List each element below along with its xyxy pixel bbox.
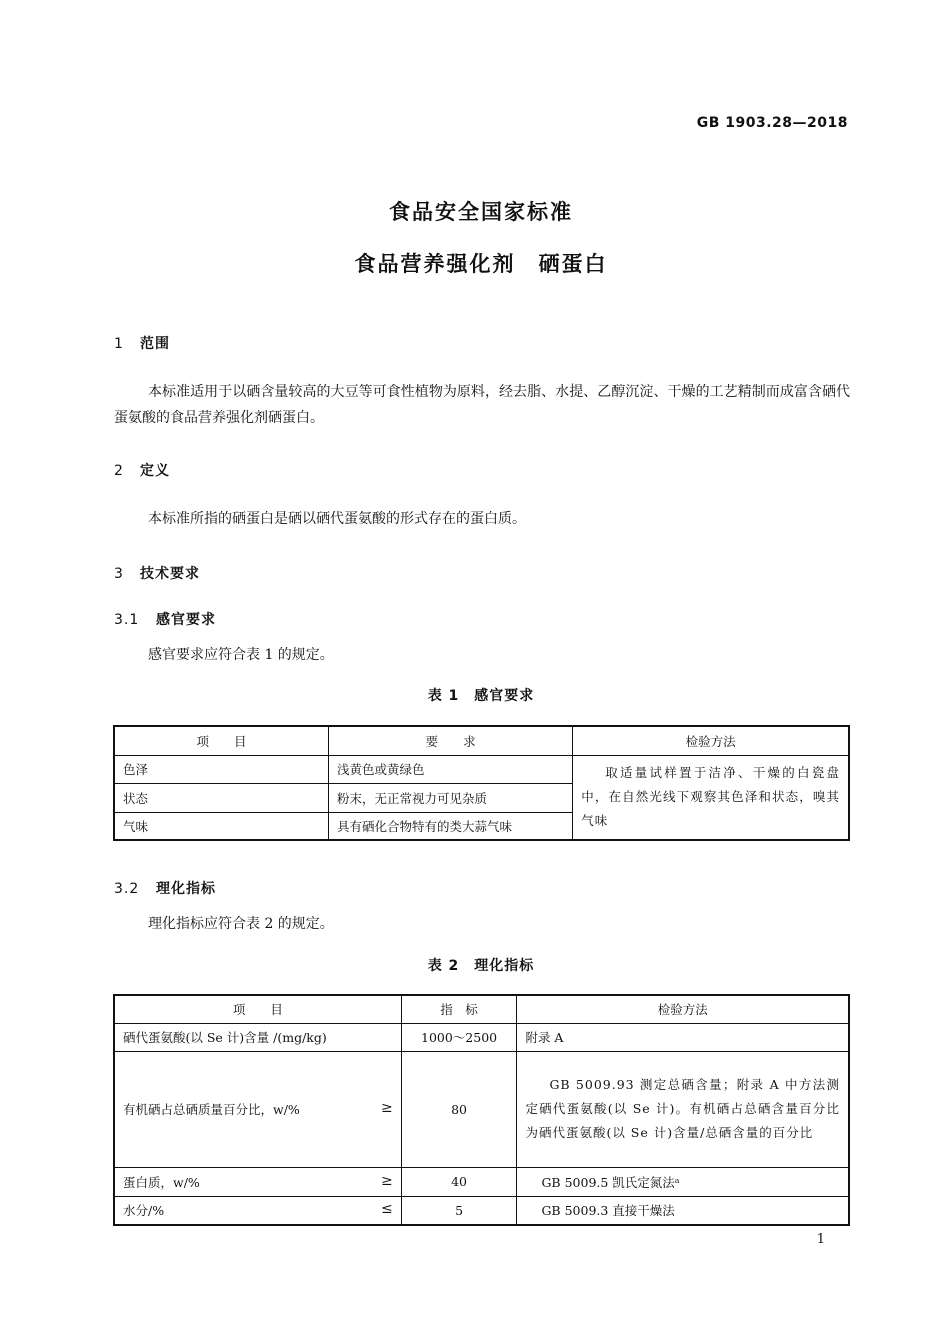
cell-value: 80 — [401, 1051, 517, 1167]
section-title: 感官要求 — [156, 612, 216, 628]
section-number: 1 — [114, 336, 124, 352]
cell-requirement: 具有硒化合物特有的类大蒜气味 — [328, 812, 572, 840]
cell-requirement: 浅黄色或黄绿色 — [328, 755, 572, 783]
cell-value: 1000～2500 — [401, 1023, 517, 1051]
section-2-heading — [114, 460, 170, 480]
section-title: 技术要求 — [140, 566, 200, 582]
column-header-item: 项 目 — [114, 726, 328, 755]
table-row — [114, 1051, 849, 1167]
comparison-sign: ≤ — [380, 1201, 393, 1218]
column-header-requirement: 要 求 — [328, 726, 572, 755]
cell-method: 附录 A — [517, 1023, 849, 1051]
item-label: 有机硒占总硒质量百分比，w/% — [123, 1102, 300, 1117]
item-label: 水分/% — [123, 1203, 165, 1219]
section-3-heading — [114, 563, 200, 583]
document-title: 食品安全国家标准 — [389, 200, 573, 224]
item-label: 硒代蛋氨酸(以 Se 计)含量 /(mg/kg) — [123, 1030, 327, 1045]
cell-item — [114, 1196, 401, 1225]
cell-value: 5 — [401, 1196, 517, 1225]
cell-method: GB 5009.93 测定总硒含量；附录 A 中方法测定硒代蛋氨酸(以 Se 计)。有机硒占总硒含量百分比为硒代蛋氨酸(以 Se 计)含量/总硒含量的百分比 — [517, 1051, 849, 1167]
section-3-1-heading — [114, 609, 216, 629]
section-2-paragraph: 本标准所指的硒蛋白是硒以硒代蛋氨酸的形式存在的蛋白质。 — [148, 511, 526, 527]
cell-method: GB 5009.3 直接干燥法 — [517, 1196, 849, 1225]
cell-item: 色泽 — [114, 755, 328, 783]
table-1 — [113, 725, 850, 841]
column-header-method: 检验方法 — [573, 726, 849, 755]
section-number: 2 — [114, 463, 124, 479]
table-row — [114, 755, 849, 783]
section-number: 3 — [114, 566, 124, 582]
column-header-index: 指 标 — [401, 995, 517, 1023]
cell-item — [114, 1023, 401, 1051]
section-title: 定义 — [140, 463, 170, 479]
table-row — [114, 1023, 849, 1051]
section-title: 理化指标 — [156, 881, 216, 897]
standard-code: GB 1903.28—2018 — [696, 115, 848, 131]
section-3-2-paragraph: 理化指标应符合表 2 的规定。 — [148, 916, 334, 932]
cell-item — [114, 1167, 401, 1196]
section-number: 3.2 — [114, 881, 140, 897]
document-subtitle: 食品营养强化剂 硒蛋白 — [354, 252, 608, 276]
table-row — [114, 1167, 849, 1196]
cell-method: 取适量试样置于洁净、干燥的白瓷盘中，在自然光线下观察其色泽和状态，嗅其气味 — [573, 755, 849, 840]
comparison-sign: ≥ — [380, 1172, 393, 1189]
section-title: 范围 — [140, 336, 170, 352]
cell-item: 气味 — [114, 812, 328, 840]
section-1-paragraph: 本标准适用于以硒含量较高的大豆等可食性植物为原料，经去脂、水提、乙醇沉淀、干燥的工艺精制而成富含硒代蛋氨酸的食品营养强化剂硒蛋白。 — [114, 384, 850, 426]
table-2 — [113, 994, 850, 1226]
cell-item — [114, 1051, 401, 1167]
page-number: 1 — [816, 1232, 825, 1247]
column-header-method: 检验方法 — [517, 995, 849, 1023]
table-row — [114, 1196, 849, 1225]
section-3-2-heading — [114, 878, 216, 898]
table-2-caption: 表 2 理化指标 — [427, 958, 535, 974]
comparison-sign: ≥ — [380, 1100, 393, 1116]
cell-value: 40 — [401, 1167, 517, 1196]
item-label: 蛋白质，w/% — [123, 1174, 200, 1190]
cell-item: 状态 — [114, 783, 328, 812]
section-1-heading — [114, 333, 170, 353]
cell-requirement: 粉末，无正常视力可见杂质 — [328, 783, 572, 812]
column-header-item: 项 目 — [114, 995, 401, 1023]
table-header-row — [114, 726, 849, 755]
table-1-caption: 表 1 感官要求 — [427, 688, 535, 704]
section-3-1-paragraph: 感官要求应符合表 1 的规定。 — [148, 647, 334, 663]
section-number: 3.1 — [114, 612, 140, 628]
table-header-row — [114, 995, 849, 1023]
cell-method: GB 5009.5 凯氏定氮法ᵃ — [517, 1167, 849, 1196]
